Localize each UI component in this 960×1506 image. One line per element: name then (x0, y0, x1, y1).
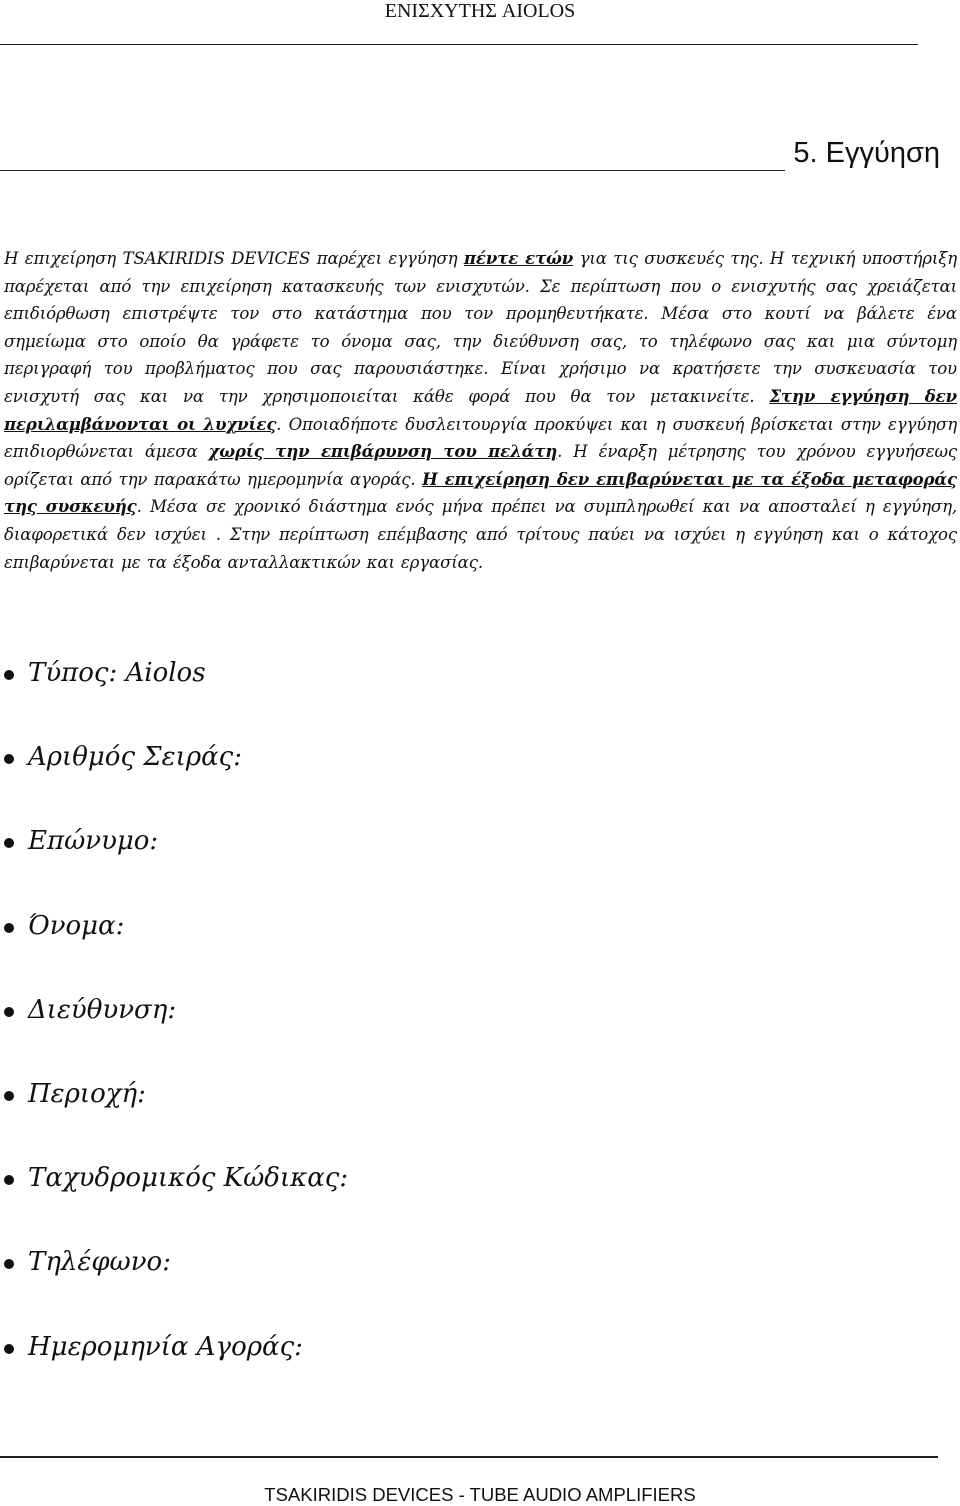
warranty-form-fields (0, 652, 940, 1410)
field-serial-number (0, 736, 940, 820)
field-label: Όνομα: (28, 910, 125, 941)
section-title: 5. Εγγύηση (793, 137, 940, 169)
field-label: Τύπος: Aiolos (28, 658, 206, 688)
warranty-text-2: για τις συσκευές της. Η τεχνική υποστήριξη παρέχεται από την επιχείρηση κατασκευής των ενισχυτών. Σε περίπτωση που ο ενισχυτής σας χρειάζεται επιδιόρθωση επιστρέψτε τον στο κατάστημα που τον προμηθευτήκατε. Μέσα στο κουτί να βάλετε ένα σημείωμα στο οποίο θα γράφετε το όνομα σας, την διεύθυνση σας, το τηλέφωνο σας και μια σύντομη περιγραφή του προβλήματος που σας παρουσιάστηκε. Είναι χρήσιμο να κρατήσετε την συσκευασία του ενισχυτή σας και να την χρησιμοποιείται κάθε φορά που θα τον μετακινείτε. (4, 249, 957, 406)
bullet-icon (4, 1007, 14, 1017)
header-divider (0, 44, 918, 45)
no-charge-note: χωρίς την επιβάρυνση του πελάτη (208, 441, 558, 462)
field-label: Ταχυδρομικός Κώδικας: (28, 1163, 349, 1194)
bullet-icon (4, 670, 14, 680)
bullet-icon (4, 1175, 14, 1185)
page-header: ΕΝΙΣΧΥΤΗΣ AIOLOS (384, 0, 576, 22)
field-purchase-date (0, 1326, 940, 1410)
bullet-icon (4, 1259, 14, 1269)
field-surname (0, 820, 940, 904)
field-label: Αριθμός Σειράς: (28, 742, 242, 773)
field-label: Επώνυμο: (28, 826, 159, 857)
field-postal-code (0, 1157, 940, 1241)
bullet-icon (4, 1091, 14, 1101)
footer-divider (0, 1456, 938, 1458)
bullet-icon (4, 1344, 14, 1354)
warranty-text-3: . Οποιαδήποτε δυσλειτουργία προκύψει και η συσκευή βρίσκεται στην εγγύηση επιδιορθώνεται άμεσα (4, 414, 957, 462)
field-label: Τηλέφωνο: (28, 1247, 171, 1278)
warranty-text-4: . Η έναρξη μέτρησης του χρόνου εγγυήσεως ορίζεται από την παρακάτω ημερομηνία αγοράς. (4, 442, 957, 489)
field-address (0, 989, 940, 1073)
field-name (0, 905, 940, 989)
tubes-excluded-note: Στην εγγύηση δεν περιλαμβάνονται οι λυχνίες (4, 385, 957, 434)
field-type (0, 652, 940, 736)
bullet-icon (4, 838, 14, 848)
warranty-paragraph (4, 245, 957, 576)
field-area (0, 1073, 940, 1157)
page-footer: TSAKIRIDIS DEVICES - TUBE AUDIO AMPLIFIERS (264, 1484, 696, 1505)
shipping-cost-note: Η επιχείρηση δεν επιβαρύνεται με τα έξοδα μεταφοράς της συσκευής (4, 468, 957, 517)
field-label: Διεύθυνση: (28, 994, 177, 1025)
field-phone (0, 1241, 940, 1325)
warranty-text-5: . Μέσα σε χρονικό διάστημα ενός μήνα πρέπει να συμπληρωθεί και να αποσταλεί η εγγύηση, διαφορετικά δεν ισχύει . Στην περίπτωση επέμβασης από τρίτους παύει να ισχύει η εγγύηση και ο κάτοχος επιβαρύνεται με τα έξοδα ανταλλακτικών και εργασίας. (4, 497, 957, 572)
section-title-rule (0, 170, 785, 171)
bullet-icon (4, 923, 14, 933)
field-label: Ημερομηνία Αγοράς: (28, 1331, 303, 1362)
warranty-text-1: Η επιχείρηση TSAKIRIDIS DEVICES παρέχει εγγύηση (4, 249, 464, 268)
field-label: Περιοχή: (28, 1078, 146, 1109)
warranty-period: πέντε ετών (463, 248, 574, 268)
bullet-icon (4, 754, 14, 764)
